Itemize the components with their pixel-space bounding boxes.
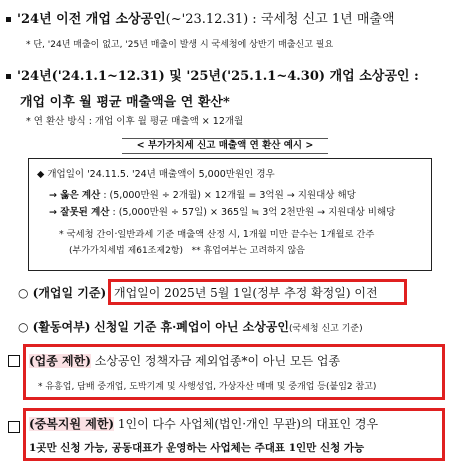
square-bullet-icon: [6, 74, 11, 79]
bullet-item-1: [6, 8, 395, 27]
item2-note: * 연 환산 방식 : 개업 이후 월 평균 매출액 × 12개월: [26, 116, 244, 127]
duplicate-line1: [29, 415, 378, 432]
example-wrong: [49, 204, 395, 218]
example-note3-text: ** 휴업여부는 고려하지 않음: [191, 246, 305, 256]
example-note2: [69, 243, 305, 256]
example-case-text: 개업일이 '24.11.5. '24년 매출액이 5,000만원인 경우: [47, 169, 275, 180]
bullet-item-2: [6, 65, 419, 84]
activity-row: [18, 318, 363, 335]
industry-note: * 유흥업, 담배 중개업, 도박기계 및 사행성업, 가상자산 매매 및 중개업 등(붙임2 참고): [38, 382, 377, 392]
diamond-icon: ◆: [37, 169, 45, 180]
duplicate-label: (중복지원 제한): [29, 417, 115, 431]
example-box: [28, 158, 432, 271]
checkbox-icon: [8, 421, 20, 433]
open-date-label: ○ (개업일 기준): [18, 286, 107, 300]
checkbox-icon: [8, 355, 20, 367]
activity-label: ○ (활동여부): [18, 320, 91, 334]
item1-note: * 단, '24년 매출이 없고, '25년 매출이 발생 시 국세청에 상반기 매출신고 필요: [26, 40, 334, 50]
open-date-text: 개업일이 2025년 5월 1일(정부 추정 확정일) 이전: [114, 286, 378, 300]
example-case: [37, 166, 275, 180]
right-label: → 옳은 계산: [49, 190, 101, 201]
example-right: [49, 187, 356, 201]
activity-text: 신청일 기준 휴·폐업이 아닌 소상공인: [94, 320, 289, 334]
activity-note: (국세청 신고 기준): [288, 324, 363, 334]
item1-main-a: '24년 이전 개업 소상공인: [17, 12, 166, 27]
duplicate-line2: 1곳만 신청 가능, 공동대표가 운영하는 사업체는 주대표 1인만 신청 가능: [29, 442, 365, 454]
duplicate-line1-text: 1인이 다수 사업체(법인·개인 무관)의 대표인 경우: [117, 417, 379, 431]
item1-main-b: (~'23.12.31) : 국세청 신고 1년 매출액: [165, 12, 395, 27]
item2-line2: 개업 이후 월 평균 매출액을 연 환산*: [20, 95, 230, 110]
square-bullet-icon: [6, 17, 11, 22]
example-title: < 부가가치세 신고 매출액 연 환산 예시 >: [122, 138, 328, 154]
right-calc: : (5,000만원 ÷ 2개월) × 12개월 = 3억원 → 지원대상 해당: [103, 190, 356, 201]
wrong-calc: : (5,000만원 ÷ 57일) × 365일 ≒ 3억 2천만원 → 지원대상 비해당: [112, 207, 396, 218]
wrong-label: → 잘못된 계산: [49, 207, 110, 218]
item2-line1: '24년('24.1.1~12.31) 및 '25년('25.1.1~4.30) 개업 소상공인 :: [17, 69, 419, 84]
example-note1: * 국세청 간이·일반과세 기준 매출액 산정 시, 1개월 미만 끝수는 1개월로 간주: [59, 229, 375, 240]
industry-text: 소상공인 정책자금 제외업종*이 아닌 모든 업종: [94, 354, 341, 368]
industry-row: [29, 352, 340, 369]
industry-label: (업종 제한): [29, 354, 91, 368]
example-note2-text: (부가가치세법 제61조제2항): [69, 246, 184, 256]
